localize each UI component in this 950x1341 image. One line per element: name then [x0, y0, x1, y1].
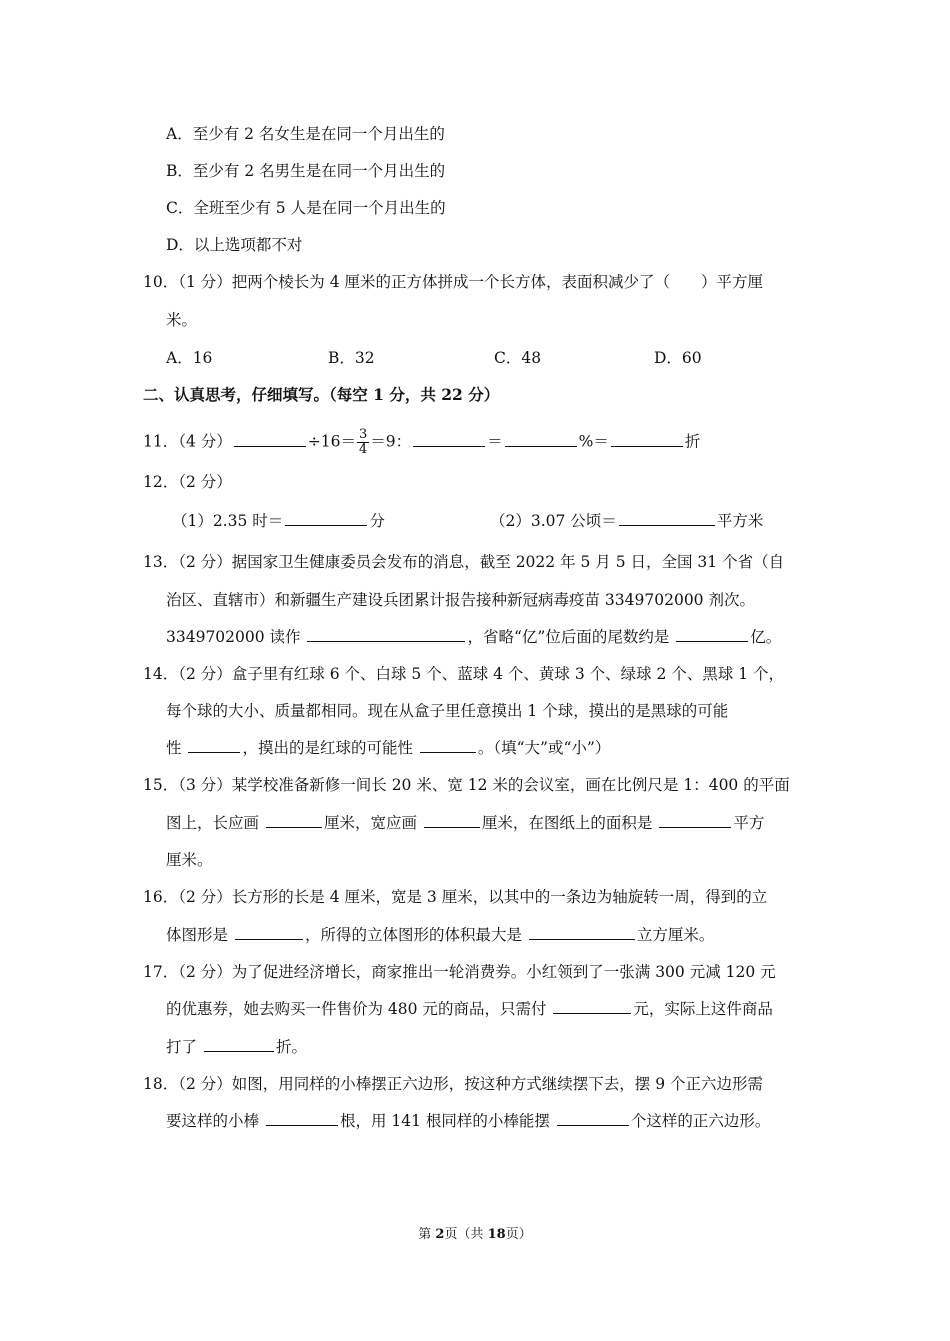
q15-blank-3[interactable]	[659, 813, 731, 828]
q17-blank-1[interactable]	[553, 999, 631, 1014]
q15-text-a: 图上，长应画	[166, 814, 264, 832]
q18-text-a: 要这样的小棒	[166, 1112, 264, 1130]
q10-line1: 10．（1 分）把两个棱长为 4 厘米的正方体拼成一个长方体，表面积减少了（ ）平方厘	[143, 273, 763, 291]
q10-option-c: C．48	[494, 349, 542, 367]
footer-mid: 页（共	[444, 1227, 488, 1242]
q16-text-c: 立方厘米。	[636, 926, 715, 944]
q17-text-b: 元，实际上这件商品	[633, 1000, 773, 1018]
q11-blank-4[interactable]	[611, 432, 683, 447]
q13-text-b: ，省略“亿”位后面的尾数约是	[467, 628, 675, 646]
q17-text-a2: 打了	[166, 1038, 202, 1056]
q12-p2-prefix: （2）3.07 公顷＝	[490, 512, 617, 530]
q17-line3	[166, 1037, 307, 1057]
q11-blank-3[interactable]	[505, 432, 577, 447]
q15-blank-2[interactable]	[424, 813, 480, 828]
q10-option-d: D．60	[654, 349, 702, 367]
q11-blank-1[interactable]	[234, 432, 306, 447]
q18-text-b: 根，用 141 根同样的小棒能摆	[339, 1112, 555, 1130]
q15-line1: 15．（3 分）某学校准备新修一间长 20 米、宽 12 米的会议室，画在比例尺是 1：400 的平面	[143, 776, 790, 794]
q18-line1: 18．（2 分）如图，用同样的小棒摆正六边形，按这种方式继续摆下去，摆 9 个正六边形需	[143, 1075, 763, 1093]
q15-line3: 厘米。	[166, 851, 213, 869]
q11-eq: ＝	[487, 432, 503, 451]
q13-text-a: 3349702000 读作	[166, 628, 306, 646]
q16-line2	[166, 925, 714, 945]
footer-page-number: 2	[435, 1227, 445, 1242]
q11-after-frac: ＝9：	[370, 432, 412, 451]
q17-text-b2: 折。	[275, 1038, 307, 1056]
q11-line	[143, 428, 700, 457]
q16-text-a: 体图形是	[166, 926, 233, 944]
q12-p1-suffix: 分	[369, 512, 385, 530]
q15-line2	[166, 813, 764, 833]
q16-line1: 16．（2 分）长方形的长是 4 厘米，宽是 3 厘米，以其中的一条边为轴旋转一周，得到的立	[143, 888, 768, 906]
footer-post: 页）	[505, 1227, 532, 1242]
q14-text-c: 。（填“大”或“小”）	[477, 739, 611, 757]
q10-option-a: A．16	[166, 349, 213, 367]
q11-frac-num: 3	[358, 427, 368, 442]
q11-pct: %＝	[578, 432, 609, 451]
q11-fraction	[357, 428, 369, 457]
q10-option-b: B．32	[328, 349, 375, 367]
q17-blank-2[interactable]	[204, 1037, 274, 1052]
q9-option-a: A．至少有 2 名女生是在同一个月出生的	[166, 125, 445, 143]
q14-line3	[166, 738, 610, 758]
q18-text-c: 个这样的正六边形。	[630, 1112, 771, 1130]
q9-option-d: D．以上选项都不对	[166, 236, 303, 254]
q17-line1: 17．（2 分）为了促进经济增长，商家推出一轮消费券。小红领到了一张满 300 元减 120 元	[143, 963, 776, 981]
q13-text-c: 亿。	[750, 628, 782, 646]
q12-part2	[490, 511, 763, 531]
q12-p1-prefix: （1）2.35 时＝	[172, 512, 284, 530]
q9-option-c: C．全班至少有 5 人是在同一个月出生的	[166, 199, 446, 217]
q17-text-a: 的优惠券，她去购买一件售价为 480 元的商品，只需付	[166, 1000, 552, 1018]
q16-blank-2[interactable]	[529, 925, 635, 940]
q14-line1: 14．（2 分）盒子里有红球 6 个、白球 5 个、蓝球 4 个、黄球 3 个、绿球 2 个、黑球 1 个，	[143, 665, 785, 683]
q11-blank-2[interactable]	[413, 432, 485, 447]
q18-blank-2[interactable]	[557, 1111, 629, 1126]
q10-line2: 米。	[166, 311, 198, 329]
q17-line2	[166, 999, 773, 1019]
footer-pre: 第	[418, 1227, 436, 1242]
section-title: 二、认真思考，仔细填写。（每空 1 分，共 22 分）	[143, 385, 500, 404]
q14-text-a: 性	[166, 739, 187, 757]
q18-line2	[166, 1111, 770, 1131]
q12-blank-1[interactable]	[285, 511, 367, 526]
q13-blank-2[interactable]	[676, 627, 748, 642]
q12-p2-suffix: 平方米	[716, 512, 764, 530]
q15-text-c: 厘米，在图纸上的面积是	[481, 814, 658, 832]
page-footer	[0, 1226, 950, 1244]
q13-blank-1[interactable]	[307, 627, 465, 642]
q16-blank-1[interactable]	[235, 925, 303, 940]
q12-blank-2[interactable]	[619, 511, 715, 526]
q13-line1: 13．（2 分）据国家卫生健康委员会发布的消息，截至 2022 年 5 月 5 日，全国 31 个省（自	[143, 553, 785, 571]
footer-total-pages: 18	[487, 1227, 506, 1242]
q13-line2: 治区、直辖市）和新疆生产建设兵团累计报告接种新冠病毒疫苗 3349702000 剂次。	[166, 591, 755, 609]
q14-text-b: ，摸出的是红球的可能性	[242, 739, 418, 757]
q18-blank-1[interactable]	[266, 1111, 338, 1126]
q15-text-d: 平方	[733, 814, 765, 832]
q14-line2: 每个球的大小、质量都相同。现在从盒子里任意摸出 1 个球，摸出的是黑球的可能	[166, 702, 729, 720]
q13-line3	[166, 627, 781, 647]
q11-prefix: 11．（4 分）	[143, 432, 232, 451]
q16-text-b: ，所得的立体图形的体积最大是	[304, 926, 527, 944]
q11-frac-den: 4	[358, 442, 368, 457]
q11-div: ÷16＝	[307, 432, 356, 451]
q12-part1	[172, 511, 385, 531]
q11-zhe: 折	[684, 432, 701, 451]
q9-option-b: B．至少有 2 名男生是在同一个月出生的	[166, 162, 446, 180]
q14-blank-2[interactable]	[420, 738, 476, 753]
q12-head: 12．（2 分）	[143, 473, 232, 491]
q14-blank-1[interactable]	[188, 738, 240, 753]
q15-blank-1[interactable]	[266, 813, 322, 828]
q15-text-b: 厘米，宽应画	[323, 814, 422, 832]
